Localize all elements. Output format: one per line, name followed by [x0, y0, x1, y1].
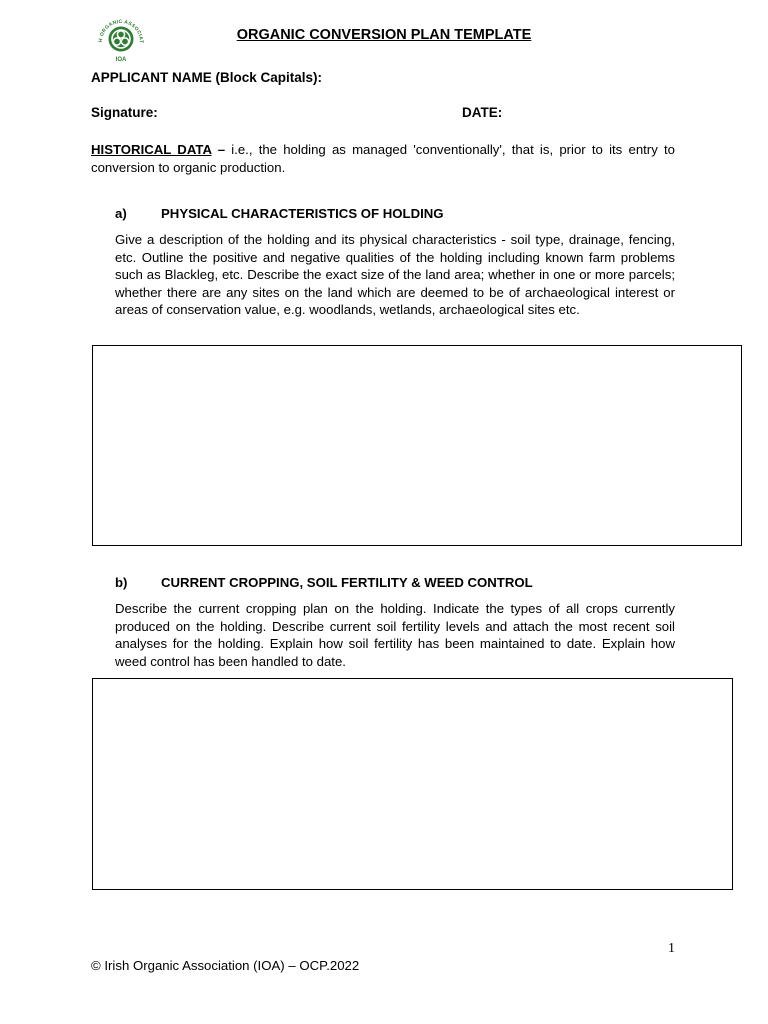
section-b-letter: b) [115, 575, 128, 590]
page-number: 1 [668, 941, 675, 956]
section-a-letter: a) [115, 206, 127, 221]
historical-data-paragraph [91, 141, 675, 176]
section-b-title: CURRENT CROPPING, SOIL FERTILITY & WEED CONTROL [161, 575, 533, 590]
document-title [0, 27, 768, 43]
logo-ring-text: H ORGANIC ASSOCIAT [97, 18, 145, 44]
date-label: DATE: [462, 105, 503, 120]
section-a-description: Give a description of the holding and its physical characteristics - soil type, drainage, fencing, etc. Outline the positive and negative qualities of the holding including known farm problems such as Blackleg, etc. Describe the exact size of the land area; whether in one or more parcels; whether there are any sites on the land which are deemed to be of archaeological interest or areas of conservation value, e.g. woodlands, wetlands, archaeological sites etc. [115, 232, 675, 318]
document-title-text: ORGANIC CONVERSION PLAN TEMPLATE [236, 27, 532, 43]
section-a-answer-box[interactable] [92, 345, 742, 546]
historical-data-dash: – [211, 142, 232, 157]
historical-data-text: i.e., the holding as managed 'conventionally', that is, prior to its entry to conversion to organic production. [91, 142, 675, 175]
applicant-name-label: APPLICANT NAME (Block Capitals): [91, 70, 323, 85]
footer-copyright: © Irish Organic Association (IOA) – OCP.2022 [91, 958, 360, 973]
signature-label: Signature: [91, 105, 158, 120]
historical-data-heading: HISTORICAL DATA [91, 142, 212, 157]
section-b-answer-box[interactable] [92, 678, 733, 890]
section-a-title: PHYSICAL CHARACTERISTICS OF HOLDING [161, 206, 444, 221]
section-b-description: Describe the current cropping plan on the holding. Indicate the types of all crops currently produced on the holding. Describe current soil fertility levels and attach the most recent soil analyses for the holding. Explain how soil fertility has been maintained to date. Explain how weed control has been handled to date. [115, 601, 675, 669]
logo-abbr: IOA [115, 57, 127, 63]
